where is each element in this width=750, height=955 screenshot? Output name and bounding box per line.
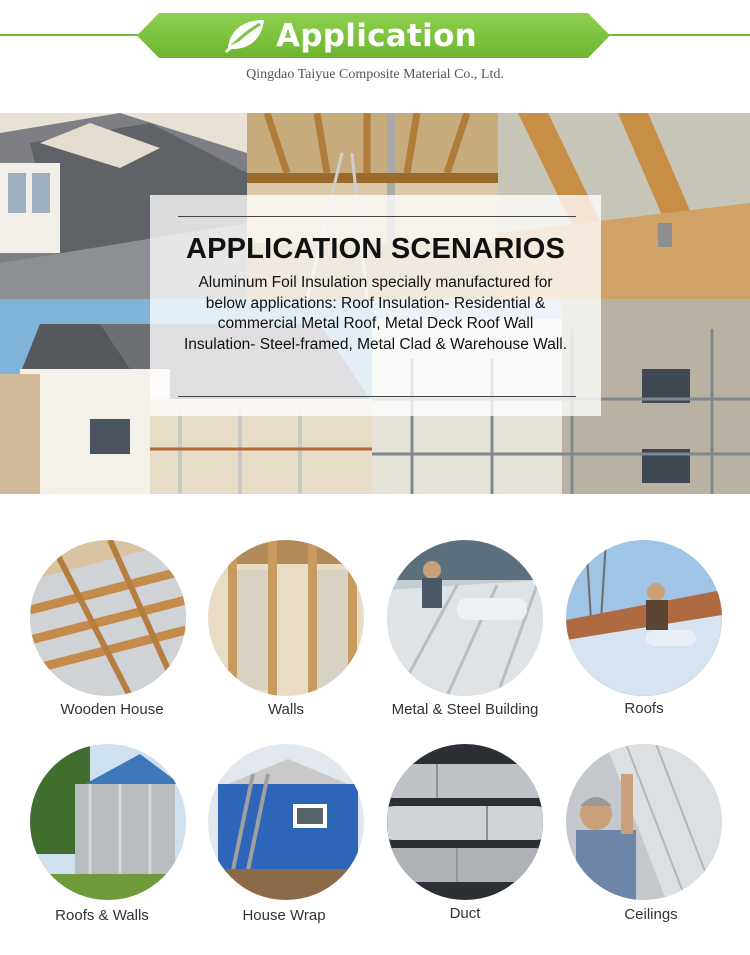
app-label-wooden-house: Wooden House <box>60 701 164 718</box>
app-label-metal-steel: Metal & Steel Building <box>391 701 539 718</box>
app-label-duct: Duct <box>449 905 481 922</box>
roofs-walls-photo <box>30 744 186 900</box>
house-wrap-photo <box>208 744 364 900</box>
app-label-roofs: Roofs <box>624 700 664 717</box>
page-title: Application <box>276 18 478 54</box>
header-line-right <box>600 34 750 36</box>
company-name: Qingdao Taiyue Composite Material Co., Ltd. <box>246 67 504 82</box>
roofs-photo <box>566 540 722 696</box>
hero-rule-bottom <box>178 396 576 397</box>
app-label-roofs-walls: Roofs & Walls <box>55 907 149 924</box>
leaf-icon <box>222 16 268 54</box>
app-label-ceilings: Ceilings <box>624 906 678 923</box>
hero-rule-top <box>178 216 576 217</box>
metal-steel-building-photo <box>387 540 543 696</box>
ceilings-photo <box>566 744 722 900</box>
hero-description: Aluminum Foil Insulation specially manufactured for below applications: Roof Insulation- Residential & commercial Metal Roof, Metal Deck Roof Wall Insulation- Steel-framed, Metal Clad & Warehouse Wall. <box>183 274 568 353</box>
app-label-house-wrap: House Wrap <box>242 907 326 924</box>
hero-title: APPLICATION SCENARIOS <box>185 233 566 265</box>
hero-collage <box>0 113 750 494</box>
wooden-house-photo <box>30 540 186 696</box>
walls-photo <box>208 540 364 696</box>
duct-photo <box>387 744 543 900</box>
header-line-left <box>0 34 150 36</box>
app-label-walls: Walls <box>267 701 305 718</box>
